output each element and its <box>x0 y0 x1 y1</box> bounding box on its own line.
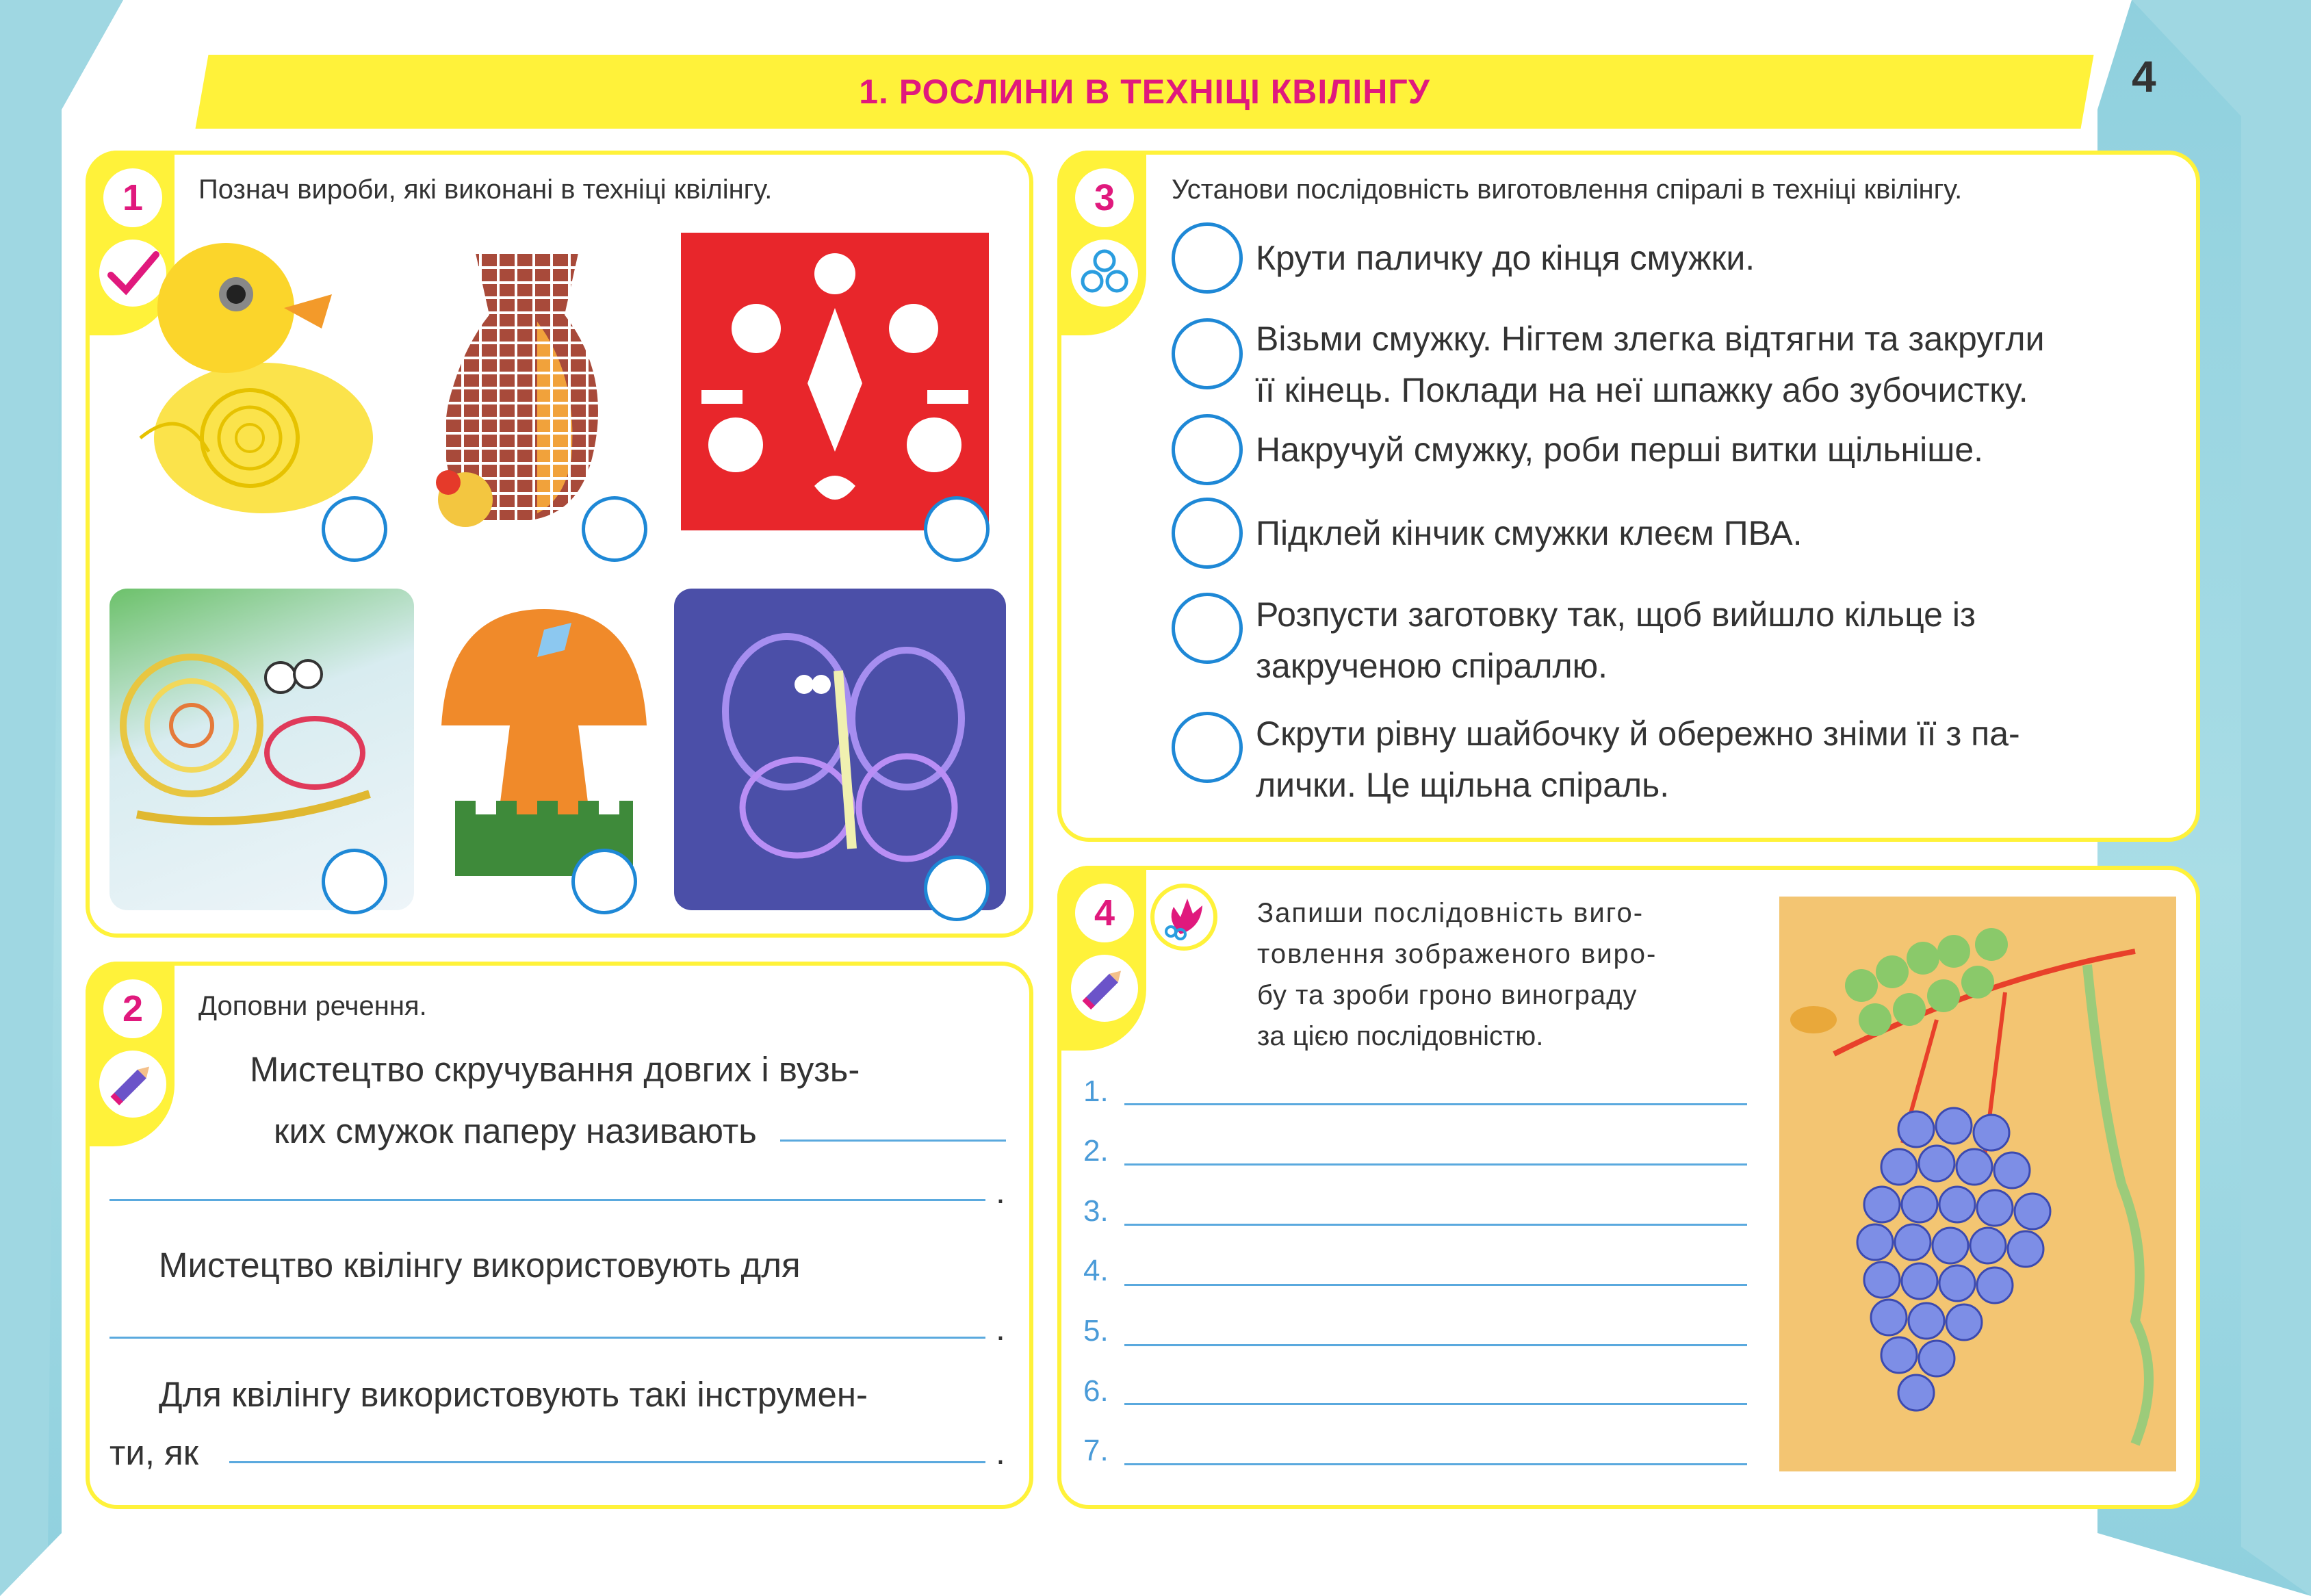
task4-answer-line-6[interactable] <box>1124 1403 1747 1405</box>
task2-period: . <box>996 1309 1005 1348</box>
task4-answer-line-1[interactable] <box>1124 1103 1747 1105</box>
task4-instruction-line1: Запиши послідовність виго- <box>1257 898 1644 928</box>
task1-instruction: Познач вироби, які виконані в техніці квілінгу. <box>198 175 773 205</box>
task2-period: . <box>996 1172 1005 1211</box>
task2-sentence3-line1: Для квілінгу використовують такі інструмен- <box>159 1375 868 1414</box>
task2-answer-line-2[interactable] <box>109 1199 985 1201</box>
answer-number-4: 4. <box>1083 1254 1109 1287</box>
step-text-4: Підклей кінчик смужки клеєм ПВА. <box>1256 514 1803 552</box>
task4-badge <box>1057 866 1174 1051</box>
task4-answer-line-3[interactable] <box>1124 1224 1747 1226</box>
step-text-3: Накручуй смужку, роби перші витки щільніше. <box>1256 430 1984 469</box>
answer-number-6: 6. <box>1083 1374 1109 1408</box>
step-answer-circle-2[interactable] <box>1172 318 1243 389</box>
group-circles-icon <box>1071 240 1138 307</box>
task3-badge <box>1057 151 1174 335</box>
task1-number: 1 <box>99 164 166 231</box>
task2-answer-line-3[interactable] <box>109 1337 985 1339</box>
task2-sentence1-line1: Мистецтво скручування довгих і вузь- <box>250 1050 860 1089</box>
step-answer-circle-6[interactable] <box>1172 712 1243 783</box>
task2-badge <box>86 962 202 1146</box>
scissors-hand-icon <box>1150 884 1217 951</box>
task3-number: 3 <box>1071 164 1138 231</box>
step-answer-circle-3[interactable] <box>1172 414 1243 485</box>
step-text-1: Крути паличку до кінця смужки. <box>1256 239 1755 277</box>
task1-answer-circle-5[interactable] <box>571 849 637 914</box>
task2-answer-line-1[interactable] <box>780 1140 1006 1142</box>
task2-answer-line-4[interactable] <box>229 1461 985 1463</box>
task1-answer-circle-2[interactable] <box>582 496 647 562</box>
task4-answer-line-2[interactable] <box>1124 1163 1747 1166</box>
step-answer-circle-4[interactable] <box>1172 498 1243 569</box>
paper-mushroom-image <box>435 602 654 876</box>
task4-answer-line-7[interactable] <box>1124 1463 1747 1465</box>
step-answer-circle-5[interactable] <box>1172 593 1243 664</box>
answer-number-3: 3. <box>1083 1194 1109 1228</box>
step-answer-circle-1[interactable] <box>1172 222 1243 294</box>
pencil-icon <box>1071 955 1138 1022</box>
task2-period: . <box>996 1433 1005 1471</box>
pencil-icon <box>99 1051 166 1118</box>
task2-sentence1-line2: ких смужок паперу називають <box>274 1111 757 1150</box>
task1-answer-circle-3[interactable] <box>924 496 990 562</box>
answer-number-7: 7. <box>1083 1434 1109 1467</box>
task3-instruction: Установи послідовність виготовлення спіралі в техніці квілінгу. <box>1172 175 1963 205</box>
answer-number-5: 5. <box>1083 1314 1109 1348</box>
task4-instruction-line3: бу та зроби гроно винограду <box>1257 980 1638 1010</box>
task2-sentence2: Мистецтво квілінгу використовують для <box>159 1246 801 1285</box>
task1-answer-circle-6[interactable] <box>924 855 990 921</box>
task2-number: 2 <box>99 975 166 1042</box>
duck-quilling-image <box>113 233 380 534</box>
task2-sentence3-line2: ти, як <box>109 1433 199 1472</box>
task1-answer-circle-4[interactable] <box>322 849 387 914</box>
step-text-5-line1: Розпусти заготовку так, щоб вийшло кільце із <box>1256 595 1976 634</box>
step-text-6-line1: Скрути рівну шайбочку й обережно зніми її з па- <box>1256 715 2020 753</box>
task4-number: 4 <box>1071 879 1138 947</box>
page-title: 1. РОСЛИНИ В ТЕХНІЦІ КВІЛІНГУ <box>859 73 1430 111</box>
step-text-2-line1: Візьми смужку. Нігтем злегка відтягни та закругли <box>1256 320 2045 358</box>
answer-number-2: 2. <box>1083 1134 1109 1168</box>
task4-instruction-line2: товлення зображеного виро- <box>1257 939 1657 969</box>
step-text-2-line2: її кінець. Поклади на неї шпажку або зубочистку. <box>1256 371 2028 409</box>
answer-number-1: 1. <box>1083 1074 1109 1108</box>
page-number: 4 <box>2132 52 2156 101</box>
task1-answer-circle-1[interactable] <box>322 496 387 562</box>
red-papercut-image <box>674 226 996 537</box>
task4-answer-line-4[interactable] <box>1124 1284 1747 1286</box>
task2-instruction: Доповни речення. <box>198 991 427 1021</box>
step-text-6-line2: лички. Це щільна спіраль. <box>1256 766 1670 804</box>
task4-answer-line-5[interactable] <box>1124 1344 1747 1346</box>
task4-instruction-line4: за цією послідовністю. <box>1257 1021 1544 1051</box>
step-text-5-line2: закрученою спіраллю. <box>1256 647 1608 685</box>
mosaic-vase-image <box>428 253 612 541</box>
grape-quilling-image <box>1779 897 2176 1471</box>
